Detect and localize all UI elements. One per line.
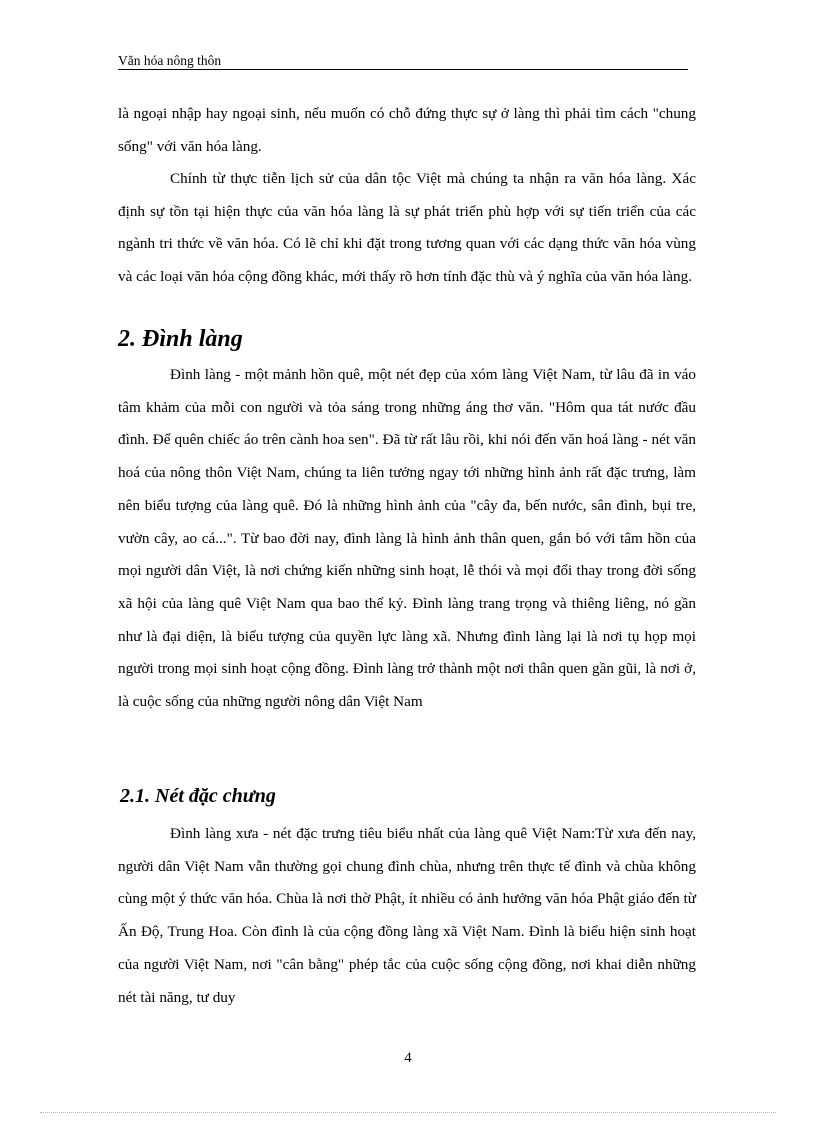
section-heading-dinh-lang: 2. Đình làng	[118, 326, 243, 352]
paragraph-dinh-lang: Đình làng - một mảnh hồn quê, một nét đẹp của xóm làng Việt Nam, từ lâu đã in váo tâm khảm của mỗi con người và tỏa sáng trong những áng thơ văn. "Hôm qua tát nước đầu đình. Để quên chiếc áo trên cành hoa sen". Đã từ rất lâu rồi, khi nói đến văn hoá làng - nét văn hoá của nông thôn Việt Nam, chúng ta liên tưởng ngay tới những hình ảnh rất đặc trưng, làm nên biểu tượng của làng quê. Đó là những hình ảnh của "cây đa, bến nước, sân đình, bụi tre, vườn cây, ao cá...". Từ bao đời nay, đình làng là hình ảnh thân quen, gắn bó với tâm hồn của mọi người dân Việt, là nơi chứng kiến những sinh hoạt, lễ thói và mọi đổi thay trong đời sống xã hội của làng quê Việt Nam qua bao thế kỷ. Đình làng trang trọng và thiêng liêng, nó gần như là đại diện, là biểu tượng của quyền lực làng xã. Nhưng đình làng lại là nơi tụ họp mọi người trong mọi sinh hoạt cộng đồng. Đình làng trở thành một nơi thân quen gần gũi, là nơi ở, là cuộc sống của những người nông dân Việt Nam	[118, 366, 696, 711]
subsection-heading-net-dac-chung: 2.1. Nét đặc chưng	[120, 785, 276, 807]
paragraph-dinh-lang-xua: Đình làng xưa - nét đặc trưng tiêu biểu nhất của làng quê Việt Nam:Từ xưa đến nay, người dân Việt Nam vẫn thường gọi chung đình chùa, nhưng trên thực tế đình và chùa không cùng một ý thức văn hóa. Chùa là nơi thờ Phật, ít nhiều có ảnh hưởng văn hóa Phật giáo đến từ Ấn Độ, Trung Hoa. Còn đình là của cộng đồng làng xã Việt Nam. Đình là biểu hiện sinh hoạt của người Việt Nam, nơi "cân bằng" phép tắc của cuộc sống cộng đồng, nơi khai diễn những nét tài năng, tư duy	[118, 825, 696, 1006]
paragraph-village-culture: Chính từ thực tiễn lịch sử của dân tộc Việt mà chúng ta nhận ra văn hóa làng. Xác định sự tồn tại hiện thực của văn hóa làng là sự phát triển phù hợp với sự tiến triển của các ngành tri thức về văn hóa. Có lẽ chỉ khi đặt trong tương quan với các dạng thức văn hóa vùng và các loại văn hóa cộng đồng khác, mới thấy rõ hơn tính đặc thù và ý nghĩa của văn hóa làng.	[118, 170, 696, 286]
page-bottom-divider	[40, 1112, 776, 1113]
running-header	[118, 53, 688, 70]
page-number: 4	[404, 1050, 412, 1066]
header-title: Văn hóa nông thôn	[118, 53, 222, 68]
paragraph-continuation: là ngoại nhập hay ngoại sinh, nếu muốn có chỗ đứng thực sự ở làng thì phải tìm cách "chung sống" với văn hóa làng.	[118, 105, 696, 155]
